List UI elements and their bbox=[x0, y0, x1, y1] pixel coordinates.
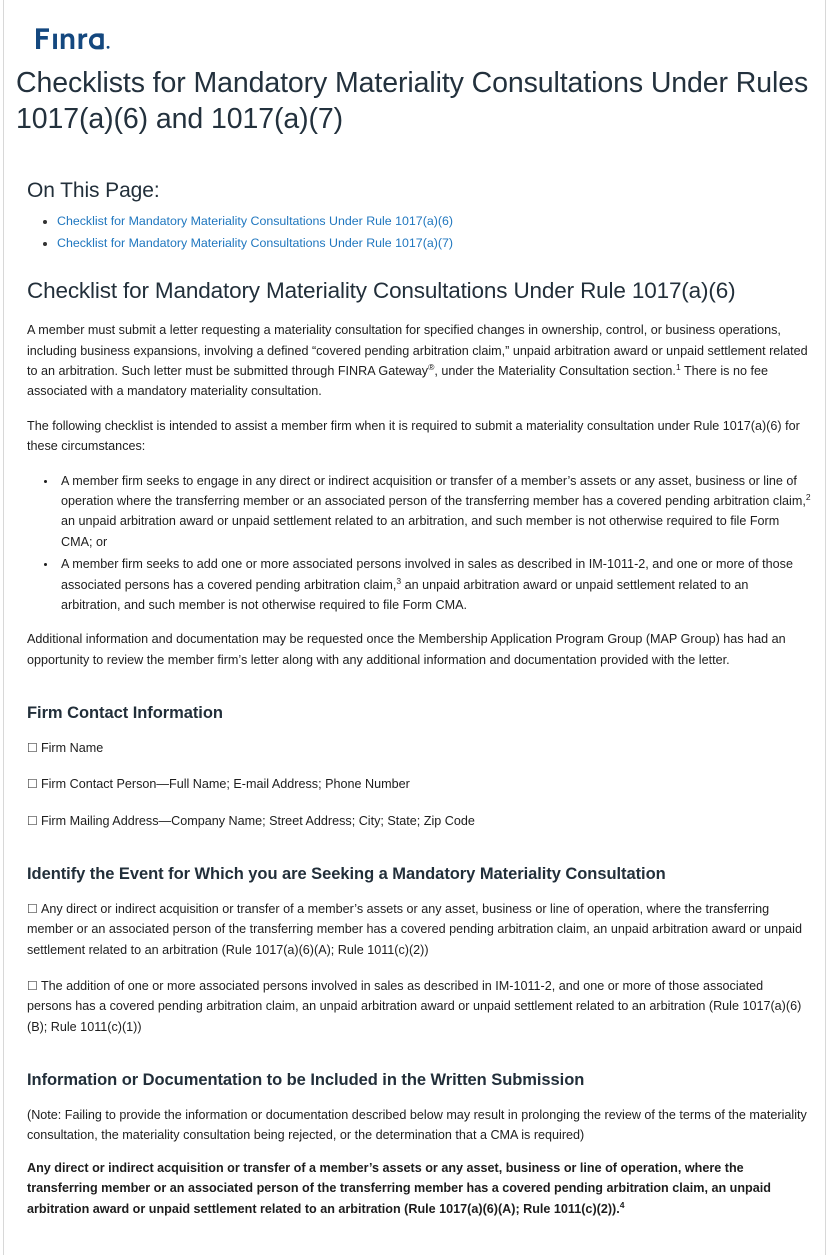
checkbox-icon[interactable]: ☐ bbox=[27, 777, 38, 792]
written-submission-bold-paragraph bbox=[27, 1158, 811, 1219]
checkbox-icon[interactable]: ☐ bbox=[27, 813, 38, 828]
identify-event-heading: Identify the Event for Which you are Seeking a Mandatory Materiality Consultation bbox=[27, 865, 666, 884]
checkbox-label: The addition of one or more associated persons involved in sales as described in IM-1011-2, and one or more of those associated persons has a covered pending arbitration claim, an unpaid arbitration award or unpaid settlement related to an arbitration (Rule 1017(a)(6)(B); Rule 1011(c)(1)) bbox=[27, 979, 802, 1034]
footnote-marker-1: 1 bbox=[675, 361, 681, 372]
finra-logo-header bbox=[0, 0, 829, 52]
checkbox-label: Firm Contact Person—Full Name; E-mail Address; Phone Number bbox=[40, 777, 410, 792]
checkbox-label: Any direct or indirect acquisition or transfer of a member’s assets or any asset, business or line of operation, where the transferring member or an associated person of the transferring member has a covered pending arbitration claim, an unpaid arbitration award or unpaid settlement related to an arbitration (Rule 1017(a)(6)(A); Rule 1011(c)(2)) bbox=[27, 901, 802, 957]
checkbox-label: Firm Mailing Address—Company Name; Street Address; City; State; Zip Code bbox=[40, 813, 475, 828]
bullet-2-part1: A member firm seeks to add one or more associated persons involved in sales as described in IM-1011-2, and one or more of those associated persons has a covered pending arbitration claim, bbox=[61, 557, 793, 592]
bottom-spacer bbox=[27, 1233, 811, 1255]
list-item bbox=[57, 554, 811, 615]
closing-paragraph: Additional information and documentation may be requested once the Membership Application Program Group (MAP Group) has had an opportunity to review the member firm’s letter along with any additional information and documentation provided with the letter. bbox=[27, 632, 786, 667]
list-item bbox=[57, 235, 811, 253]
page-title: Checklists for Mandatory Materiality Consultations Under Rules 1017(a)(6) and 1017(a)(7) bbox=[16, 67, 809, 135]
firm-contact-item-firm-name bbox=[27, 738, 811, 758]
list-item bbox=[57, 471, 811, 553]
checkbox-icon[interactable]: ☐ bbox=[27, 901, 38, 916]
list-item bbox=[57, 213, 811, 231]
intro-paragraph-2: The following checklist is intended to assist a member firm when it is required to submit a materiality consultation under Rule 1017(a)(6) for these circumstances: bbox=[27, 418, 800, 454]
toc-link-1017a7[interactable]: Checklist for Mandatory Materiality Consultations Under Rule 1017(a)(7) bbox=[57, 236, 453, 251]
on-this-page-list bbox=[27, 213, 811, 253]
section-heading-1017a6: Checklist for Mandatory Materiality Consultations Under Rule 1017(a)(6) bbox=[27, 278, 736, 304]
written-submission-heading: Information or Documentation to be Included in the Written Submission bbox=[27, 1071, 585, 1090]
bullet-1-part1: A member firm seeks to engage in any direct or indirect acquisition or transfer of a member’s assets or any asset, business or line of operation where the transferring member or an associated person of the transferring member has a covered pending arbitration claim, bbox=[61, 473, 806, 508]
firm-contact-item-mailing-address bbox=[27, 811, 811, 831]
checkbox-icon[interactable]: ☐ bbox=[27, 979, 38, 994]
bullet-1-part2: an unpaid arbitration award or unpaid settlement related to an arbitration, and such member is not otherwise required to file Form CMA; or bbox=[61, 514, 780, 549]
bold-para-text: Any direct or indirect acquisition or transfer of a member’s assets or any asset, business or line of operation, where the transferring member or an associated person of the transferring member has a covered pending arbitration claim, an unpaid arbitration award or unpaid settlement related to an arbitration (Rule 1017(a)(6)(A); Rule 1011(c)(2)). bbox=[27, 1160, 771, 1216]
checkbox-label: Firm Name bbox=[40, 740, 104, 755]
circumstances-list bbox=[27, 471, 811, 616]
intro-p1-part2: , under the Materiality Consultation section. bbox=[434, 364, 676, 378]
intro-paragraph-1 bbox=[27, 320, 811, 402]
bullet-2-part2: an unpaid arbitration award or unpaid settlement related to an arbitration, and such member is not otherwise required to file Form CMA. bbox=[61, 577, 749, 612]
identify-event-item-acquisition bbox=[27, 899, 811, 960]
firm-contact-heading: Firm Contact Information bbox=[27, 704, 223, 723]
footnote-marker-3: 3 bbox=[396, 575, 402, 586]
identify-event-item-addition-persons bbox=[27, 976, 811, 1037]
right-edge-rule bbox=[825, 0, 826, 1255]
intro-p1-part1: A member must submit a letter requesting a materiality consultation for specified changes in ownership, control, or business operations, including business expansions, involving a defined “covered pending arbitration claim,” unpaid arbitration award or unpaid settlement related to an arbitration. Such letter must be submitted through FINRA Gateway bbox=[27, 323, 808, 378]
footnote-marker-4: 4 bbox=[619, 1199, 625, 1210]
written-submission-note: (Note: Failing to provide the information or documentation described below may result in prolonging the review of the terms of the materiality consultation, the materiality consultation being rejected, or the determination that a CMA is required) bbox=[27, 1107, 807, 1143]
footnote-marker-2: 2 bbox=[805, 491, 811, 502]
left-edge-rule bbox=[3, 0, 4, 1255]
firm-contact-item-contact-person bbox=[27, 774, 811, 794]
finra-logo-icon[interactable] bbox=[36, 26, 154, 52]
registered-dot bbox=[107, 46, 110, 49]
registered-superscript: ® bbox=[428, 361, 435, 372]
toc-link-1017a6[interactable]: Checklist for Mandatory Materiality Consultations Under Rule 1017(a)(6) bbox=[57, 214, 453, 229]
on-this-page-heading: On This Page: bbox=[27, 179, 160, 203]
document-body bbox=[0, 179, 829, 1255]
checkbox-icon[interactable]: ☐ bbox=[27, 740, 38, 755]
intro-p1-part3: There is no fee associated with a mandatory materiality consultation. bbox=[27, 364, 768, 399]
